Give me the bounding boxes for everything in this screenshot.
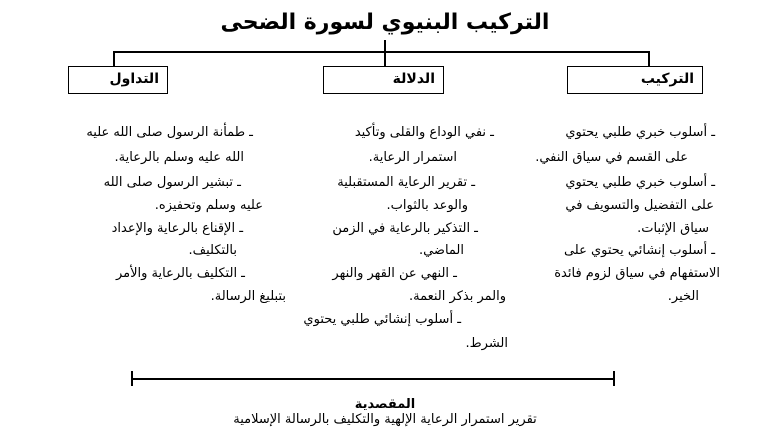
dalala-line: والوعد بالثواب. <box>386 198 468 213</box>
tarkib-line: الخير. <box>667 289 699 304</box>
footer-bracket-line <box>131 378 614 380</box>
box-tarkib-label: التركيب <box>640 71 694 87</box>
tarkib-line: على القسم في سياق النفي. <box>535 150 688 165</box>
connector-left-drop <box>113 51 115 66</box>
box-tarkib <box>567 66 703 94</box>
box-tadawul-label: التداول <box>109 71 159 87</box>
footer-text: تقرير استمرار الرعاية الإلهية والتكليف بالرسالة الإسلامية <box>233 412 537 427</box>
connector-horizontal <box>113 51 649 53</box>
tarkib-line: ـ أسلوب خبري طلبي يحتوي <box>565 125 715 140</box>
dalala-line: ـ تقرير الرعاية المستقبلية <box>337 175 475 190</box>
tadawul-line: بالتكليف. <box>188 243 237 258</box>
tarkib-line: ـ أسلوب إنشائي يحتوي على <box>563 243 715 258</box>
dalala-line: ـ أسلوب إنشائي طلبي يحتوي <box>303 312 461 327</box>
box-dalala-label: الدلالة <box>392 71 435 87</box>
connector-center-drop <box>384 51 386 66</box>
tarkib-line: على التفضيل والتسويف في <box>565 198 714 213</box>
tarkib-line: ـ أسلوب خبري طلبي يحتوي <box>565 175 715 190</box>
tadawul-line: بتبليغ الرسالة. <box>210 289 286 304</box>
box-tadawul <box>68 66 168 94</box>
dalala-line: ـ النهي عن القهر والنهر <box>332 266 457 281</box>
connector-right-drop <box>648 51 650 66</box>
tadawul-line: ـ الإقناع بالرعاية والإعداد <box>111 221 243 236</box>
tadawul-line: الله عليه وسلم بالرعاية. <box>114 150 244 165</box>
dalala-line: ـ التذكير بالرعاية في الزمن <box>332 221 478 236</box>
tarkib-line: الاستفهام في سياق لزوم فائدة <box>554 266 720 281</box>
footer-bracket-right-tick <box>613 371 615 386</box>
dalala-line: والمر بذكر النعمة. <box>409 289 506 304</box>
box-dalala <box>323 66 444 94</box>
tadawul-line: عليه وسلم وتحفيزه. <box>154 198 263 213</box>
footer-title: المقصدية <box>354 397 416 412</box>
diagram-title: التركيب البنيوي لسورة الضحى <box>220 10 550 35</box>
dalala-line: الماضي. <box>418 243 464 258</box>
footer-bracket-left-tick <box>131 371 133 386</box>
tadawul-line: ـ التكليف بالرعاية والأمر <box>115 266 245 281</box>
tarkib-line: سياق الإثبات. <box>637 221 709 236</box>
dalala-line: الشرط. <box>465 336 508 351</box>
dalala-line: استمرار الرعاية. <box>368 150 457 165</box>
tadawul-line: ـ تبشير الرسول صلى الله <box>103 175 241 190</box>
tadawul-line: ـ طمأنة الرسول صلى الله عليه <box>86 125 253 140</box>
dalala-line: ـ نفي الوداع والقلى وتأكيد <box>354 125 494 140</box>
